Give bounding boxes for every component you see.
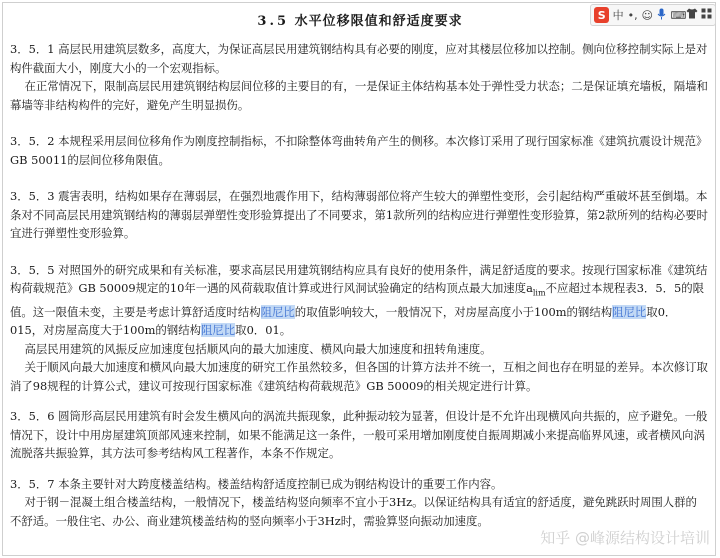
smile-icon[interactable]: ☺ — [641, 8, 653, 22]
clause-3-5-1-explanation: 在正常情况下，限制高层民用建筑钢结构层间位移的主要目的有，一是保证主体结构基本处于弹性受力状态；二是保证填充墙板，隔墙和幕墙等非结构构件的完好，避免产生明显损伤。 — [10, 79, 708, 112]
ime-toolbar[interactable] — [590, 4, 716, 26]
clause-3-5-7: 3．5．7 本条主要针对大跨度楼盖结构。楼盖结构舒适度控制已成为钢结构设计的重要工作内容。 — [10, 476, 503, 491]
clause-3-5-1: 3．5．1 高层民用建筑层数多，高度大，为保证高层民用建筑钢结构具有必要的刚度，应对其楼层位移加以控制。侧向位移控制实际上是对构件截面大小，刚度大小的一个宏观指标。 — [10, 42, 708, 75]
grid-icon[interactable] — [701, 8, 713, 22]
highlighted-term-damping-ratio[interactable]: 阻尼比 — [200, 323, 236, 338]
microphone-icon[interactable] — [656, 8, 668, 23]
acceleration-subscript: lim — [532, 288, 546, 298]
punctuation-toggle[interactable]: •, — [627, 8, 638, 22]
clause-3-5-5-tail: 取0．01。 — [235, 323, 292, 338]
clause-3-5-7-explanation: 对于钢－混凝土组合楼盖结构，一般情况下，楼盖结构竖向频率不宜小于3Hz。以保证结构具有适宜的舒适度，避免跳跃时周围人群的不舒适。一般住宅、办公、商业建筑楼盖结构的竖向频率小于3Hz时，需验算竖向振动加速度。 — [10, 495, 697, 528]
highlighted-term-damping-ratio[interactable]: 阻尼比 — [612, 304, 647, 319]
spacer — [10, 169, 708, 187]
section-number: 3.5 — [257, 14, 290, 29]
clause-3-5-3: 3．5．3 震害表明，结构如果存在薄弱层，在强烈地震作用下，结构薄弱部位将产生较大的弹塑性变形，会引起结构严重破坏甚至倒塌。本条对不同高层民用建筑钢结构的薄弱层弹塑性变形验算提出了不同要求，第1款所列的结构应进行弹塑性变形验算，第2款所列的结构必要时宜进行弹塑性变形验算。 — [10, 189, 708, 240]
clause-3-5-5-mid-2: 取0．015，对房屋高度大于100m的钢结构 — [10, 304, 677, 338]
shirt-icon[interactable] — [686, 8, 698, 22]
clause-3-5-5 — [10, 261, 708, 340]
spacer — [10, 463, 708, 475]
clause-3-5-6: 3．5．6 圆筒形高层民用建筑有时会发生横风向的涡流共振现象，此种振动较为显著，但设计是不允许出现横风向共振的，应予避免。一般情况下，设计中用房屋建筑顶部风速来控制，如果不能满足这一条件，一般可采用增加刚度使自振周期减小来提高临界风速，或者横风向涡流脱落共振验算，其方法可参考结构风工程著作，本条不作规定。 — [10, 409, 708, 461]
spacer — [10, 243, 708, 261]
spacer — [10, 114, 708, 132]
clause-3-5-5-calculation: 关于顺风向最大加速度和横风向最大加速度的研究工作虽然较多，但各国的计算方法并不统一，互相之间也存在明显的差异。本次修订取消了98规程的计算公式，建议可按现行国家标准《建筑结构荷载规范》GB 50009的相关规定进行计算。 — [10, 360, 708, 393]
acceleration-symbol: a — [526, 281, 533, 295]
clause-3-5-5-acceleration: 高层民用建筑的风振反应加速度包括顺风向的最大加速度、横风向最大加速度和扭转角速度。 — [10, 341, 492, 356]
clause-3-5-5-limit-text: 不应超过本规程表3．5．5的限值。这一限值未变，主要是考虑计算舒适度时结构 — [10, 281, 704, 319]
document-body — [10, 40, 708, 530]
spacer — [10, 395, 708, 407]
zhihu-watermark: 知乎 @峰源结构设计培训 — [540, 529, 710, 547]
keyboard-icon[interactable]: ⌨ — [670, 8, 687, 22]
sogou-logo-icon[interactable]: S — [594, 7, 609, 23]
clause-3-5-5-text: 3．5．5 对照国外的研究成果和有关标准，要求高层民用建筑钢结构应具有良好的使用条件，满足舒适度的要求。按现行国家标准《建筑结构荷载规范》GB 50009规定的10年一遇的风荷载取值计算或进行风洞试验确定的结构顶点最大加速度 — [10, 262, 708, 295]
language-toggle[interactable]: 中 — [612, 9, 624, 22]
clause-3-5-5-mid-1: 的取值影响较大，一般情况下，对房屋高度小于100m的钢结构 — [294, 304, 613, 319]
clause-3-5-2: 3．5．2 本规程采用层间位移角作为刚度控制指标，不扣除整体弯曲转角产生的侧移。本次修订采用了现行国家标准《建筑抗震设计规范》GB 50011的层间位移角限值。 — [10, 134, 708, 167]
highlighted-term-damping-ratio[interactable]: 阻尼比 — [260, 304, 295, 319]
section-title: 水平位移限值和舒适度要求 — [294, 14, 463, 29]
